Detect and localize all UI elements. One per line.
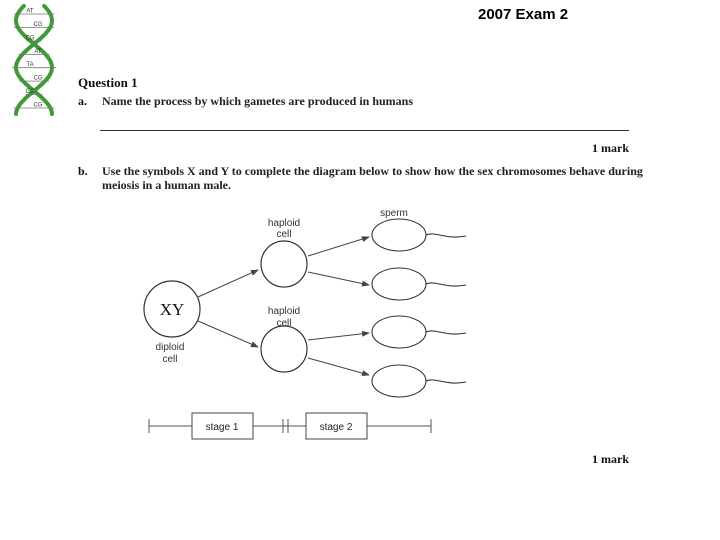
stage-timeline bbox=[149, 419, 431, 433]
dna-base-pair-label: CG bbox=[33, 21, 43, 28]
arrow-diploid-to-haploid-top bbox=[198, 270, 258, 297]
dna-base-pair-label: CG bbox=[33, 75, 43, 82]
dna-base-pair-label: GC bbox=[25, 89, 35, 96]
part-b-letter: b. bbox=[78, 164, 88, 178]
arrow-to-sperm-3 bbox=[308, 333, 369, 340]
stage-1-label: stage 1 bbox=[205, 422, 239, 433]
part-b-text-line-1: Use the symbols X and Y to complete the diagram below to show how the sex chromosomes behave during bbox=[102, 164, 643, 178]
part-a-text: Name the process by which gametes are produced in humans bbox=[102, 94, 414, 108]
haploid-cell-bottom[interactable] bbox=[261, 326, 307, 372]
sperm-cell-2[interactable] bbox=[372, 268, 466, 300]
part-a-letter: a. bbox=[78, 94, 87, 108]
dna-base-pair-label: CG bbox=[25, 35, 35, 42]
question-title: Question 1 bbox=[78, 75, 138, 90]
arrow-diploid-to-haploid-bottom bbox=[198, 321, 258, 347]
diploid-caption-line-1: diploid bbox=[155, 342, 185, 353]
sperm-cell-3[interactable] bbox=[372, 316, 466, 348]
diploid-caption-line-2: cell bbox=[162, 354, 178, 365]
sperm-label: sperm bbox=[380, 208, 408, 219]
exam-title: 2007 Exam 2 bbox=[478, 6, 569, 23]
arrow-to-sperm-4 bbox=[308, 358, 369, 375]
sperm-cell-1[interactable] bbox=[372, 219, 466, 251]
part-b-mark: 1 mark bbox=[592, 452, 629, 466]
part-a-mark: 1 mark bbox=[592, 141, 629, 155]
haploid-caption-bottom-line-2: cell bbox=[276, 318, 292, 329]
arrow-to-sperm-2 bbox=[308, 272, 369, 285]
part-b-text-line-2: meiosis in a human male. bbox=[102, 178, 232, 192]
dna-base-pair-label: CG bbox=[33, 102, 43, 109]
sperm-cell-4[interactable] bbox=[372, 365, 466, 397]
haploid-caption-top-line-2: cell bbox=[276, 229, 292, 240]
haploid-caption-bottom-line-1: haploid bbox=[267, 306, 301, 317]
haploid-caption-top-line-1: haploid bbox=[267, 218, 301, 229]
dna-base-pair-label: AT bbox=[34, 48, 42, 55]
dna-base-pair-label: AT bbox=[26, 8, 34, 15]
dna-base-pair-label: TA bbox=[26, 62, 34, 69]
haploid-cell-top[interactable] bbox=[261, 241, 307, 287]
arrow-to-sperm-1 bbox=[308, 237, 369, 256]
stage-2-label: stage 2 bbox=[319, 422, 353, 433]
diploid-chromosome-label: XY bbox=[159, 300, 185, 319]
